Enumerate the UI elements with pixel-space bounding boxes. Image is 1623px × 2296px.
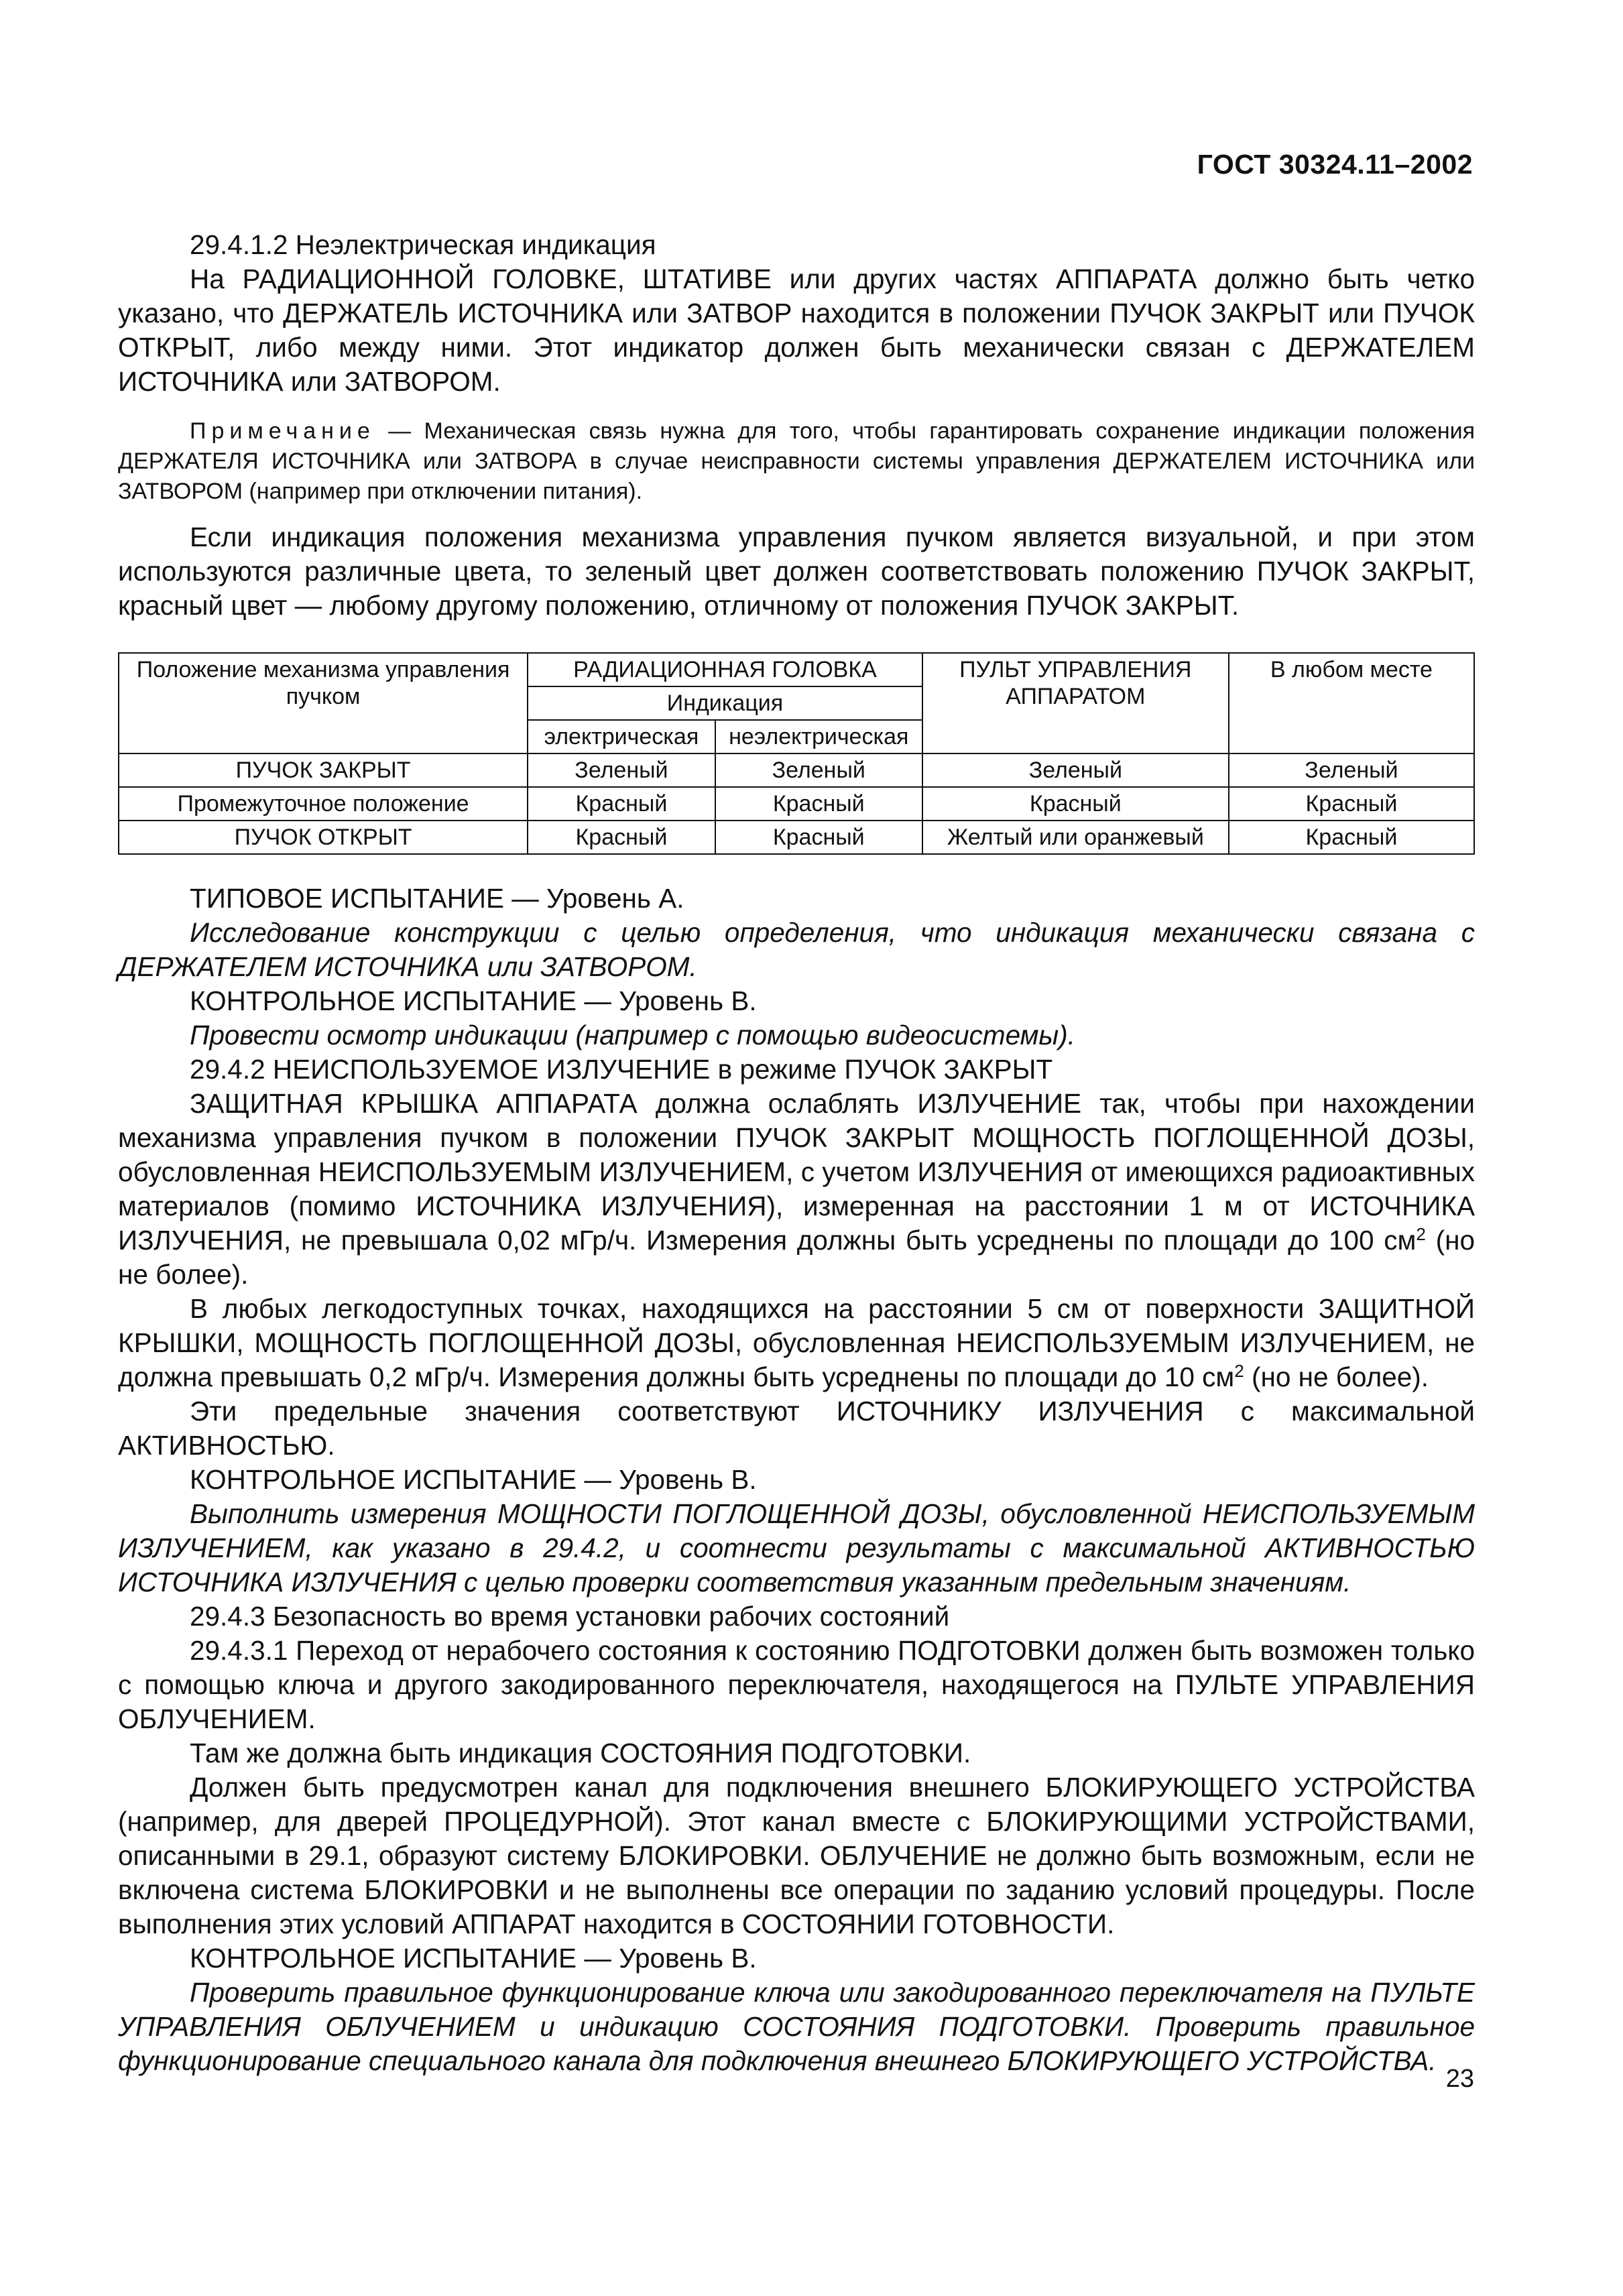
header-anywhere: В любом месте xyxy=(1229,653,1474,753)
clause-title-29-4-1-2: 29.4.1.2 Неэлектрическая индикация xyxy=(190,229,656,260)
control-test-text: Проверить правильное функционирование ключа или закодированного переключателя на ПУЛЬТЕ УПРАВЛЕНИЯ ОБЛУЧЕНИЕМ и индикацию СОСТОЯНИЯ ПОДГОТОВКИ. Проверить правильное функционирование специального канала для подключения внешнего БЛОКИРУЮЩЕГО УСТРОЙСТВА. xyxy=(118,1977,1475,2076)
table-cell: Красный xyxy=(715,821,922,854)
paragraph-accessible-points xyxy=(118,1292,1475,1394)
table-cell: Зеленый xyxy=(1229,753,1474,787)
paragraph-29-4-3-1: 29.4.3.1 Переход от нерабочего состояния к состоянию ПОДГОТОВКИ должен быть возможен только с помощью ключа и другого закодированного переключателя, находящегося на ПУЛЬТЕ УПРАВЛЕНИЯ ОБЛУЧЕНИЕМ. xyxy=(118,1635,1475,1734)
control-test-label: КОНТРОЛЬНОЕ ИСПЫТАНИЕ — Уровень В. xyxy=(190,1943,757,1974)
table-row xyxy=(119,821,1474,854)
control-test-text: Выполнить измерения МОЩНОСТИ ПОГЛОЩЕННОЙ ДОЗЫ, обусловленной НЕИСПОЛЬЗУЕМЫМ ИЗЛУЧЕНИЕМ, как указано в 29.4.2, и соотнести результаты с максимальной АКТИВНОСТЬЮ ИСТОЧНИКА ИЗЛУЧЕНИЯ с целью проверки соответствия указанным предельным значениям. xyxy=(118,1498,1475,1597)
page-body xyxy=(118,228,1475,2078)
header-electric: электрическая xyxy=(528,720,715,753)
paragraph-text: ЗАЩИТНАЯ КРЫШКА АППАРАТА должна ослаблять ИЗЛУЧЕНИЕ так, чтобы при нахождении механизма управления пучком в положении ПУЧОК ЗАКРЫТ МОЩНОСТЬ ПОГЛОЩЕННОЙ ДОЗЫ, обусловленная НЕИСПОЛЬЗУЕМЫМ ИЗЛУЧЕНИЕМ, с учетом ИЗЛУЧЕНИЯ от имеющихся радиоактивных материалов (помимо ИСТОЧНИКА ИЗЛУЧЕНИЯ), измеренная на расстоянии 1 м от ИСТОЧНИКА ИЗЛУЧЕНИЯ, не превышала 0,02 мГр/ч. Измерения должны быть усреднены по площади до 100 см xyxy=(118,1088,1475,1256)
type-test-label: ТИПОВОЕ ИСПЫТАНИЕ — Уровень А. xyxy=(190,883,684,914)
table-cell: Желтый или оранжевый xyxy=(922,821,1229,854)
header-indication: Индикация xyxy=(528,686,922,720)
table-cell: ПУЧОК ОТКРЫТ xyxy=(119,821,528,854)
table-cell: Зеленый xyxy=(528,753,715,787)
table-header-row xyxy=(119,653,1474,686)
paragraph-text: В любых легкодоступных точках, находящихся на расстоянии 5 см от поверхности ЗАЩИТНОЙ КРЫШКИ, МОЩНОСТЬ ПОГЛОЩЕННОЙ ДОЗЫ, обусловленная НЕИСПОЛЬЗУЕМЫМ ИЗЛУЧЕНИЕМ, не должна превышать 0,2 мГр/ч. Измерения должны быть усреднены по площади до 10 см xyxy=(118,1293,1475,1392)
paragraph-interlock-channel: Должен быть предусмотрен канал для подключения внешнего БЛОКИРУЮЩЕГО УСТРОЙСТВА (например, для дверей ПРОЦЕДУРНОЙ). Этот канал вместе с БЛОКИРУЮЩИМИ УСТРОЙСТВАМИ, описанными в 29.1, образуют систему БЛОКИРОВКИ. ОБЛУЧЕНИЕ не должно быть возможным, если не включена система БЛОКИРОВКИ и не выполнены все операции по заданию условий процедуры. После выполнения этих условий АППАРАТ находится в СОСТОЯНИИ ГОТОВНОСТИ. xyxy=(118,1772,1475,1939)
note xyxy=(118,416,1475,507)
clause-title-29-4-2: 29.4.2 НЕИСПОЛЬЗУЕМОЕ ИЗЛУЧЕНИЕ в режиме ПУЧОК ЗАКРЫТ xyxy=(190,1054,1053,1085)
superscript: 2 xyxy=(1234,1361,1244,1381)
paragraph-color-indication: Если индикация положения механизма управления пучком является визуальной, и при этом используются различные цвета, то зеленый цвет должен соответствовать положению ПУЧОК ЗАКРЫТ, красный цвет — любому другому положению, отличному от положения ПУЧОК ЗАКРЫТ. xyxy=(118,522,1475,621)
paragraph-limit-values: Эти предельные значения соответствуют ИСТОЧНИКУ ИЗЛУЧЕНИЯ с максимальной АКТИВНОСТЬЮ. xyxy=(118,1396,1475,1461)
control-test-label: КОНТРОЛЬНОЕ ИСПЫТАНИЕ — Уровень В. xyxy=(190,1464,757,1495)
header-radiation-head: РАДИАЦИОННАЯ ГОЛОВКА xyxy=(528,653,922,686)
table-cell: Красный xyxy=(528,787,715,821)
table-cell: Зеленый xyxy=(922,753,1229,787)
note-label: Примечание xyxy=(190,418,375,444)
header-position: Положение механизма управления пучком xyxy=(119,653,528,753)
table-cell: Красный xyxy=(715,787,922,821)
table-cell: Зеленый xyxy=(715,753,922,787)
page-number: 23 xyxy=(1445,2065,1474,2093)
table-cell: Красный xyxy=(922,787,1229,821)
table-cell: Красный xyxy=(528,821,715,854)
header-control-console: ПУЛЬТ УПРАВЛЕНИЯ АППАРАТОМ xyxy=(922,653,1229,753)
indication-table xyxy=(118,652,1475,855)
document-header-id: ГОСТ 30324.11–2002 xyxy=(1197,149,1473,180)
table-cell: ПУЧОК ЗАКРЫТ xyxy=(119,753,528,787)
note-text: — Механическая связь нужна для того, чтобы гарантировать сохранение индикации положения ДЕРЖАТЕЛЯ ИСТОЧНИКА или ЗАТВОРА в случае неисправности системы управления ДЕРЖАТЕЛЕМ ИСТОЧНИКА или ЗАТВОРОМ (например при отключении питания). xyxy=(118,418,1475,504)
table-cell: Красный xyxy=(1229,787,1474,821)
table-row xyxy=(119,787,1474,821)
paragraph-text: (но не более). xyxy=(118,1225,1475,1290)
table-row xyxy=(119,753,1474,787)
control-test-label: КОНТРОЛЬНОЕ ИСПЫТАНИЕ — Уровень В. xyxy=(190,985,757,1016)
paragraph-protective-cover xyxy=(118,1087,1475,1292)
table-cell: Красный xyxy=(1229,821,1474,854)
paragraph-nonelectric-indication: На РАДИАЦИОННОЙ ГОЛОВКЕ, ШТАТИВЕ или других частях АППАРАТА должно быть четко указано, что ДЕРЖАТЕЛЬ ИСТОЧНИКА или ЗАТВОР находится в положении ПУЧОК ЗАКРЫТ или ПУЧОК ОТКРЫТ, либо между ними. Этот индикатор должен быть механически связан с ДЕРЖАТЕЛЕМ ИСТОЧНИКА или ЗАТВОРОМ. xyxy=(118,263,1475,397)
control-test-text: Провести осмотр индикации (например с помощью видеосистемы). xyxy=(190,1020,1075,1050)
table-cell: Промежуточное положение xyxy=(119,787,528,821)
header-nonelectric: неэлектрическая xyxy=(715,720,922,753)
paragraph-readiness-indication: Там же должна быть индикация СОСТОЯНИЯ ПОДГОТОВКИ. xyxy=(190,1738,971,1768)
clause-title-29-4-3: 29.4.3 Безопасность во время установки рабочих состояний xyxy=(190,1601,950,1632)
superscript: 2 xyxy=(1416,1224,1426,1244)
paragraph-text: (но не более). xyxy=(1244,1362,1429,1392)
type-test-text: Исследование конструкции с целью определения, что индикация механически связана с ДЕРЖАТЕЛЕМ ИСТОЧНИКА или ЗАТВОРОМ. xyxy=(118,917,1475,982)
